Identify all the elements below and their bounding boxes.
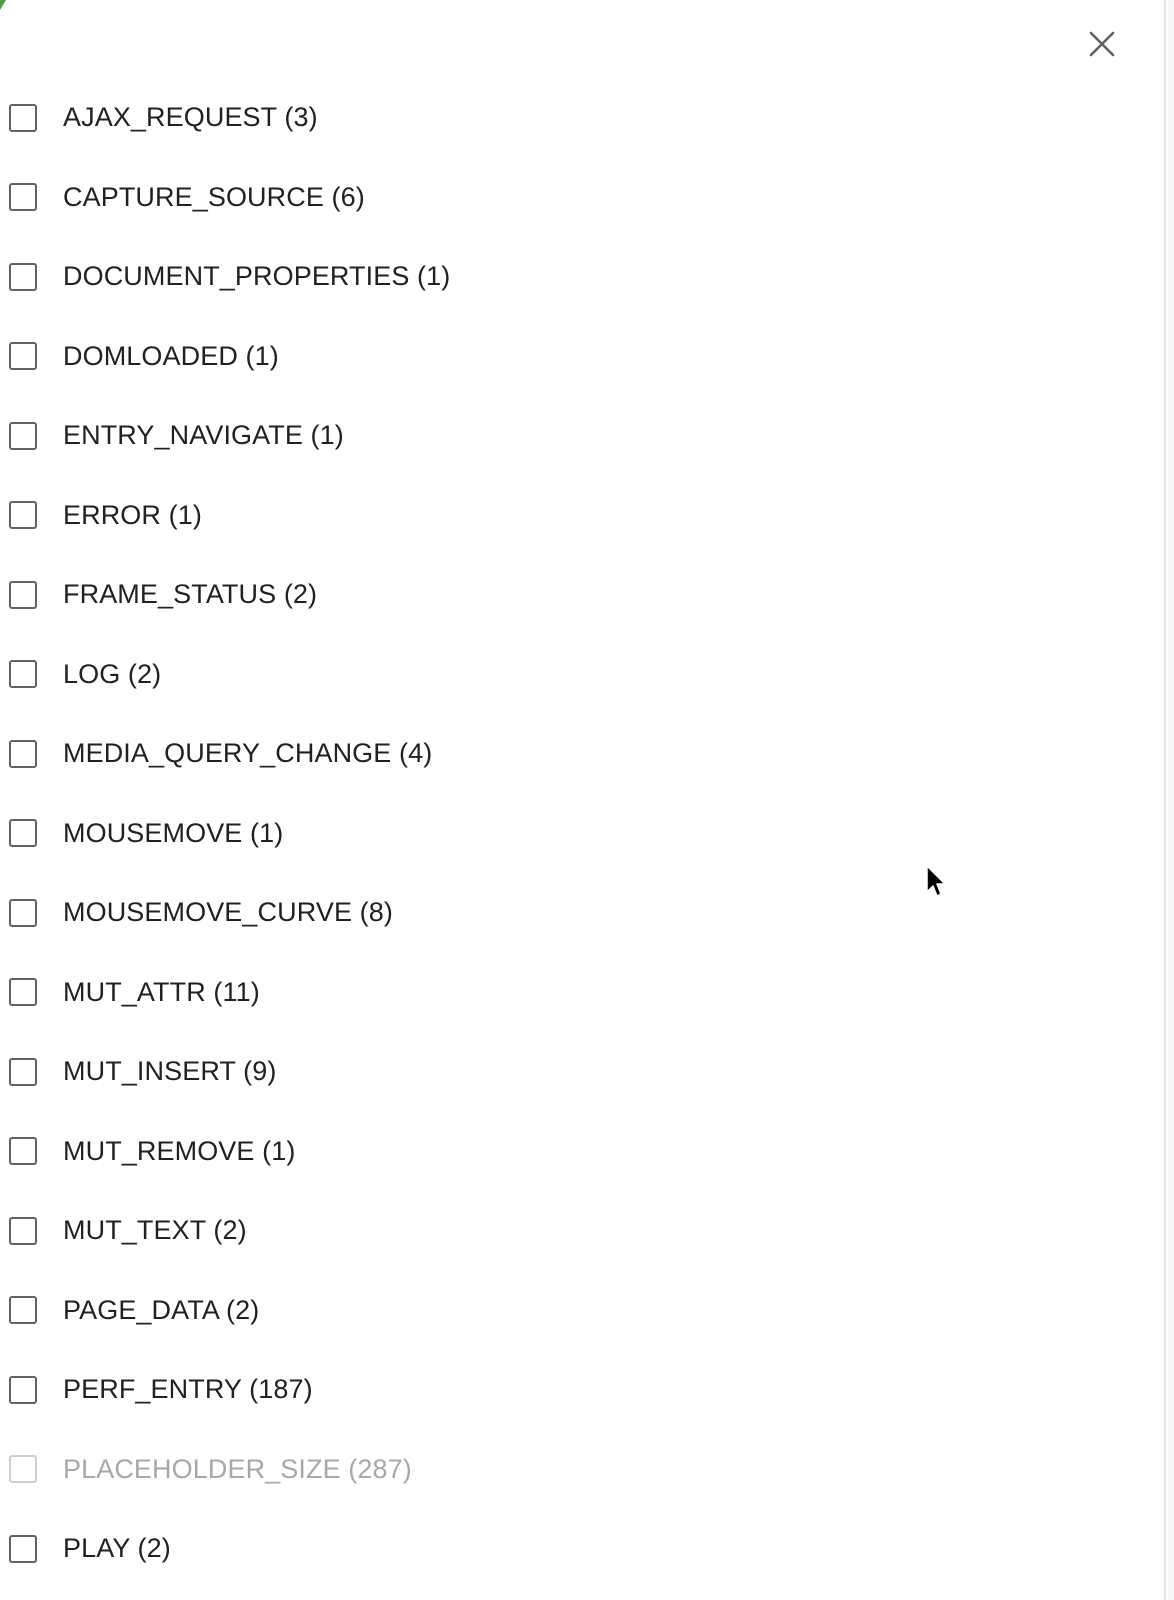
corner-accent	[0, 0, 6, 10]
event-filter-label: LOG (2)	[63, 658, 162, 689]
event-filter-checkbox[interactable]	[9, 501, 37, 529]
event-filter-label: PERF_ENTRY (187)	[63, 1374, 313, 1405]
event-filter-label: MUT_TEXT (2)	[63, 1215, 247, 1246]
event-filter-item[interactable]	[0, 714, 900, 794]
event-filter-checkbox[interactable]	[9, 1376, 37, 1404]
event-filter-label: MOUSEMOVE_CURVE (8)	[63, 897, 393, 928]
event-filter-label: ENTRY_NAVIGATE (1)	[63, 420, 344, 451]
event-filter-label: MEDIA_QUERY_CHANGE (4)	[63, 738, 433, 769]
event-filter-label: MUT_ATTR (11)	[63, 976, 260, 1007]
event-filter-checkbox[interactable]	[9, 581, 37, 609]
close-button[interactable]	[1082, 24, 1122, 64]
event-filter-item	[0, 1430, 900, 1510]
event-filter-item[interactable]	[0, 237, 900, 317]
event-filter-item[interactable]	[0, 158, 900, 238]
right-edge-divider	[1168, 0, 1174, 1600]
event-filter-item[interactable]	[0, 1350, 900, 1430]
event-filter-item[interactable]	[0, 1112, 900, 1192]
event-filter-checkbox[interactable]	[9, 978, 37, 1006]
event-filter-item[interactable]	[0, 476, 900, 556]
event-filter-checkbox[interactable]	[9, 1535, 37, 1563]
event-filter-checkbox[interactable]	[9, 1217, 37, 1245]
event-filter-checkbox[interactable]	[9, 1296, 37, 1324]
event-filter-item[interactable]	[0, 396, 900, 476]
event-filter-label: AJAX_REQUEST (3)	[63, 102, 318, 133]
event-filter-label: ERROR (1)	[63, 499, 202, 530]
event-filter-item[interactable]	[0, 78, 900, 158]
event-filter-checkbox[interactable]	[9, 660, 37, 688]
event-filter-item[interactable]	[0, 635, 900, 715]
event-filter-checkbox[interactable]	[9, 104, 37, 132]
event-filter-checkbox[interactable]	[9, 422, 37, 450]
event-filter-item[interactable]	[0, 794, 900, 874]
event-filter-item[interactable]	[0, 873, 900, 953]
event-filter-checkbox[interactable]	[9, 740, 37, 768]
event-filter-label: FRAME_STATUS (2)	[63, 579, 318, 610]
event-filter-label: DOMLOADED (1)	[63, 340, 279, 371]
mouse-pointer-icon	[925, 864, 949, 900]
event-filter-item[interactable]	[0, 1271, 900, 1351]
event-filter-item[interactable]	[0, 1509, 900, 1589]
event-filter-checkbox[interactable]	[9, 183, 37, 211]
event-filter-label: MUT_INSERT (9)	[63, 1056, 277, 1087]
event-filter-item[interactable]	[0, 555, 900, 635]
event-filter-item[interactable]	[0, 1191, 900, 1271]
event-filter-checkbox[interactable]	[9, 1137, 37, 1165]
close-icon	[1088, 30, 1116, 58]
event-filter-label: PAGE_DATA (2)	[63, 1294, 260, 1325]
event-filter-checkbox[interactable]	[9, 899, 37, 927]
event-filter-checkbox	[9, 1455, 37, 1483]
event-filter-label: MUT_REMOVE (1)	[63, 1135, 296, 1166]
event-filter-label: PLACEHOLDER_SIZE (287)	[63, 1453, 412, 1484]
event-filter-label: CAPTURE_SOURCE (6)	[63, 181, 365, 212]
event-filter-checkbox[interactable]	[9, 1058, 37, 1086]
event-filter-item[interactable]	[0, 317, 900, 397]
event-filter-checkbox[interactable]	[9, 819, 37, 847]
event-filter-label: DOCUMENT_PROPERTIES (1)	[63, 261, 451, 292]
event-filter-label: MOUSEMOVE (1)	[63, 817, 284, 848]
event-filter-item[interactable]	[0, 953, 900, 1033]
event-filter-label: PLAY (2)	[63, 1533, 171, 1564]
event-filter-checkbox[interactable]	[9, 342, 37, 370]
event-type-list	[0, 78, 900, 1589]
event-filter-item[interactable]	[0, 1032, 900, 1112]
event-filter-checkbox[interactable]	[9, 263, 37, 291]
